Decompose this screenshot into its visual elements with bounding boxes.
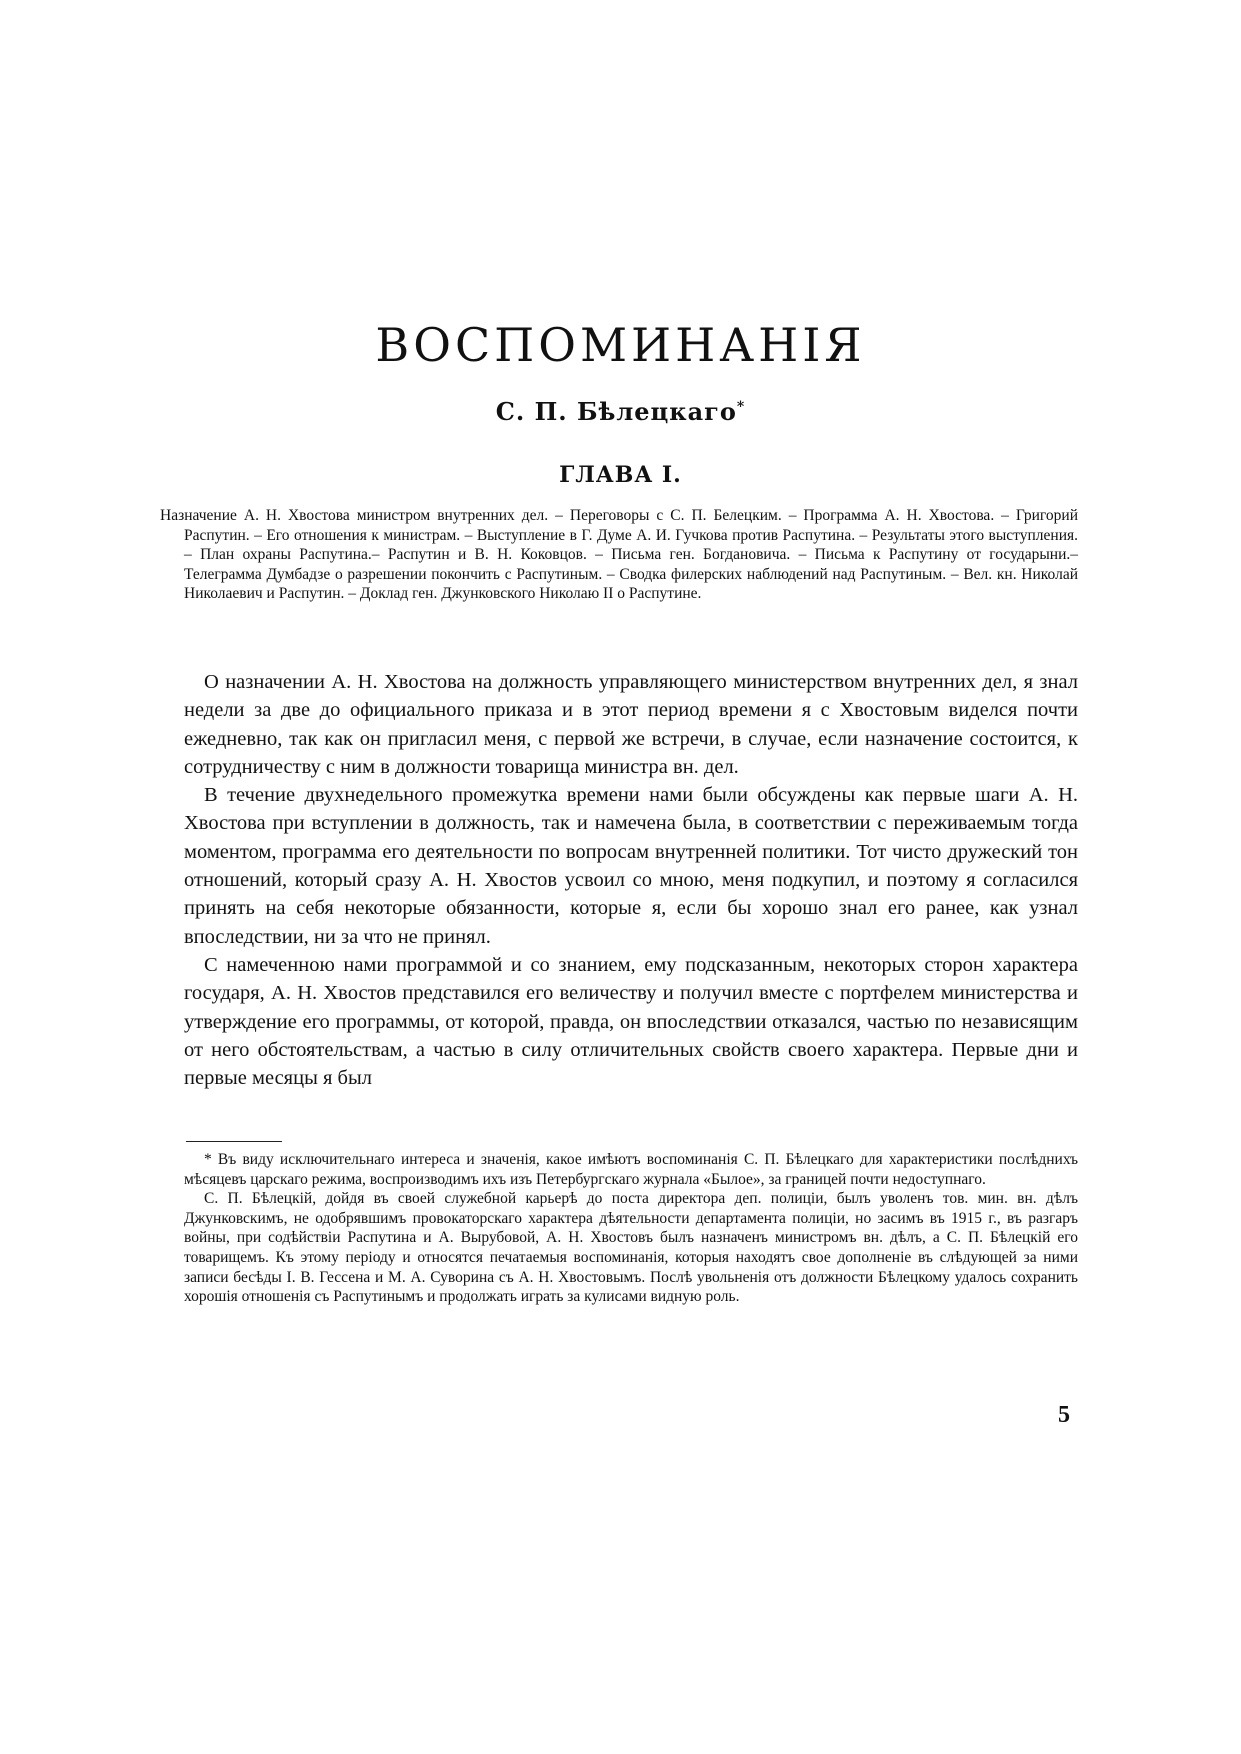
page-number: 5 xyxy=(1058,1402,1070,1428)
author-name: С. П. Бѣлецкаго xyxy=(495,397,737,426)
author-line xyxy=(0,397,1241,426)
main-text xyxy=(184,668,1078,1092)
footnote: С. П. Бѣлецкій, дойдя въ своей служебной карьерѣ до поста директора деп. полиціи, былъ уволенъ тов. мин. вн. дѣлъ Джунковскимъ, не одобрявшимъ провокаторскаго характера дѣятельности департамента полиціи, но засимъ въ 1915 г., въ разгаръ войны, при содѣйствіи Распутина и А. Вырубовой, А. Н. Хвостовъ былъ назначенъ министромъ вн. дѣлъ, а С. П. Бѣлецкій его товарищемъ. Къ этому періоду и относятся печатаемыя воспоминанія, которыя находятъ свое дополненіе въ слѣдующей за ними записи бесѣды І. В. Гессена и М. А. Суворина съ А. Н. Хвостовымъ. Послѣ увольненія отъ должности Бѣлецкому удалось сохранить хорошія отношенія съ Распутинымъ и продолжать играть за кулисами видную роль. xyxy=(184,1190,1078,1306)
paragraph: С намеченною нами программой и со знанием, ему подсказанным, некоторых сторон характера государя, А. Н. Хвостов представился его величеству и получил вместе с портфелем министерства и утверждение его программы, от которой, правда, он впоследствии отказался, частью по независящим от него обстоятельствам, а частью в силу отличительных свойств своего характера. Первые дни и первые месяцы я был xyxy=(184,953,1078,1090)
chapter-summary: Назначение А. Н. Хвостова министром внутренних дел. – Переговоры с С. П. Белецким. – Программа А. Н. Хвостова. – Григорий Распутин. – Его отношения к министрам. – Выступление в Г. Думе А. И. Гучкова против Распутина. – Результаты этого выступления. – План охраны Распутина.– Распутин и В. Н. Коковцов. – Письма ген. Богдановича. – Письма к Распутину от государыни.– Телеграмма Думбадзе о разрешении покончить с Распутиным. – Сводка филерских наблюдений над Распутиным. – Вел. кн. Николай Николаевич и Распутин. – Доклад ген. Джунковского Николаю II о Распутине. xyxy=(160,507,1078,602)
chapter-heading: ГЛАВА I. xyxy=(559,462,682,488)
footnote: * Въ виду исключительнаго интереса и значенія, какое имѣютъ воспоминанія С. П. Бѣлецкаго для характеристики послѣднихъ мѣсяцевъ царскаго режима, воспроизводимъ ихъ изъ Петербургскаго журнала «Былое», за границей почти недоступнаго. xyxy=(184,1151,1078,1188)
page-title: ВОСПОМИНАНІЯ xyxy=(375,318,866,372)
paragraph: О назначении А. Н. Хвостова на должность управляющего министерством внутренних дел, я знал недели за две до официального приказа и в этот период времени я с Хвостовым виделся почти ежедневно, так как он пригласил меня, с первой же встречи, в случае, если назначение состоится, к сотрудничеству с ним в должности товарища министра вн. дел. xyxy=(184,671,1078,778)
footnote-mark[interactable]: * xyxy=(736,399,746,415)
footnotes xyxy=(184,1150,1078,1307)
paragraph: В течение двухнедельного промежутка времени нами были обсуждены как первые шаги А. Н. Хвостова при вступлении в должность, так и намечена была, в соответствии с переживаемым тогда моментом, программа его деятельности по вопросам внутренней политики. Тот чисто дружеский тон отношений, который сразу А. Н. Хвостов усвоил со мною, меня подкупил, и поэтому я согласился принять на себя некоторые обязанности, которые я, если бы хорошо знал его ранее, как узнал впоследствии, ни за что не принял. xyxy=(184,784,1078,948)
footnote-divider xyxy=(186,1141,282,1142)
